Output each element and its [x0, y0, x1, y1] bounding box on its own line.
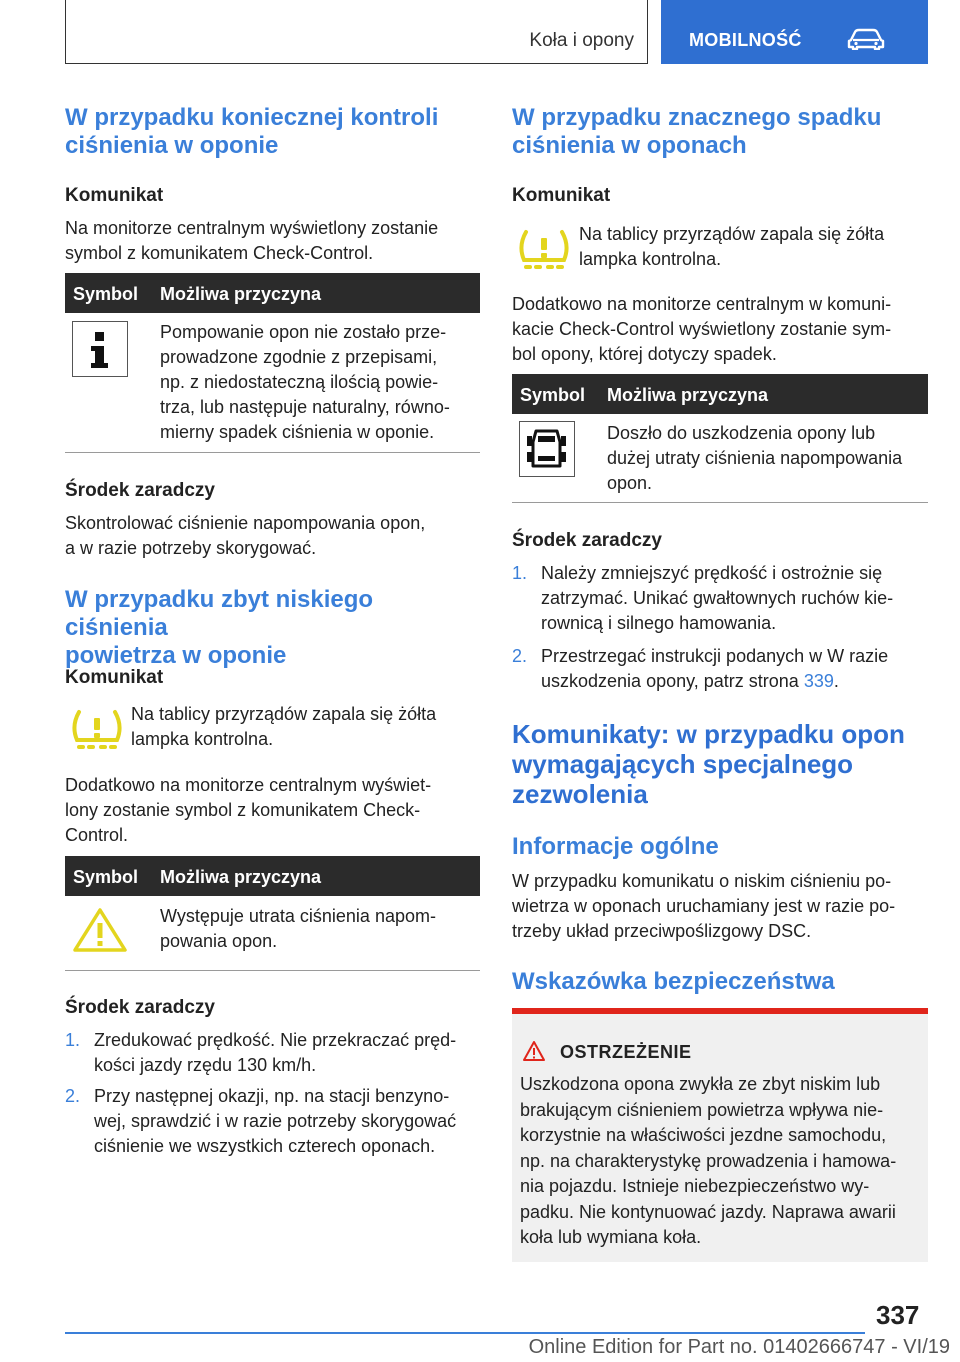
- message-label: Komunikat: [512, 185, 611, 206]
- warning-triangle-icon: [522, 1040, 546, 1062]
- step-text: [541, 644, 888, 694]
- warning-label: OSTRZEŻENIE: [560, 1042, 692, 1062]
- section-title: [65, 104, 438, 160]
- table-header: [65, 856, 480, 896]
- section-title: [512, 104, 881, 160]
- text-line: Uszkodzona opona zwykła ze zbyt niskim lub: [520, 1074, 881, 1094]
- text-line: Przestrzegać instrukcji podanych w W razie: [541, 646, 889, 666]
- text-line: zatrzymać. Unikać gwałtownych ruchów kie-: [541, 588, 894, 608]
- text-line: Występuje utrata ciśnienia napom-: [160, 906, 436, 926]
- text-line: powania opon.: [160, 931, 278, 951]
- text-line: [541, 669, 888, 694]
- remedy-label: Środek zaradczy: [65, 480, 215, 501]
- warning-text: [520, 1072, 922, 1251]
- page-link[interactable]: 339: [803, 671, 834, 691]
- text-line: opon.: [607, 473, 653, 493]
- text-line: np. z niedostateczną ilością powie-: [160, 372, 439, 392]
- step-number: 1.: [65, 1030, 81, 1050]
- title-line: zezwolenia: [512, 779, 648, 809]
- table-bottom-rule: [65, 452, 480, 453]
- text-line: Pompowanie opon nie zostało prze-: [160, 322, 447, 342]
- message-label: Komunikat: [65, 667, 164, 688]
- step-number: 2.: [512, 646, 528, 666]
- car-tire-damage-icon: [519, 421, 575, 477]
- chapter-title: Koła i opony: [529, 30, 634, 51]
- title-line: wymagających specjalnego: [512, 749, 854, 779]
- table-bottom-rule: [65, 970, 480, 971]
- section-label: MOBILNOŚĆ: [689, 30, 802, 50]
- remedy-label: Środek zaradczy: [65, 997, 215, 1018]
- page-header: [65, 0, 928, 64]
- text-line: wej, sprawdzić i w razie potrzeby skorygować: [94, 1111, 457, 1131]
- table-bottom-rule: [512, 502, 928, 503]
- text-line: padku. Nie kontynuować jazdy. Naprawa awarii: [520, 1201, 896, 1222]
- chapter-heading: [512, 719, 905, 809]
- column-header-symbol: Symbol: [520, 385, 586, 405]
- text-line: dużej utraty ciśnienia napompowania: [607, 448, 903, 468]
- column-header-symbol: Symbol: [73, 867, 139, 887]
- text-line: brakującym ciśnieniem powietrza wpływa nie-: [520, 1099, 884, 1120]
- text-line: W przypadku komunikatu o niskim ciśnieniu po-: [512, 871, 892, 891]
- chapter-box: [65, 0, 648, 64]
- remedy-text: [65, 511, 425, 561]
- step-number: 2.: [65, 1086, 81, 1106]
- additional-text: [512, 292, 891, 367]
- general-info-text: [512, 869, 895, 944]
- footer: [0, 1336, 960, 1359]
- title-line: W przypadku znacznego spadku: [512, 104, 882, 131]
- text-line: Dodatkowo na monitorze centralnym w komuni-: [512, 294, 892, 314]
- text-line: Na tablicy przyrządów zapala się żółta: [131, 704, 437, 724]
- title-line: Komunikaty: w przypadku opon: [512, 719, 905, 749]
- column-header-cause: Możliwa przyczyna: [160, 867, 322, 887]
- text-line: nia pojazdu. Istnieje niebezpieczeństwo wy-: [520, 1176, 870, 1196]
- section-title: [65, 586, 480, 670]
- message-label: Komunikat: [65, 185, 164, 206]
- step-number: 1.: [512, 563, 528, 583]
- text-line: trza, lub następuje naturalny, równo-: [160, 397, 450, 417]
- text-line: rownicą i silnego hamowania.: [541, 613, 777, 633]
- text-line: Na monitorze centralnym wyświetlony zostanie: [65, 218, 439, 238]
- page-number: 337: [876, 1300, 920, 1330]
- text-line: Na tablicy przyrządów zapala się żółta: [579, 224, 885, 244]
- lamp-text: [579, 222, 884, 272]
- text-line: prowadzone zgodnie z przepisami,: [160, 347, 438, 367]
- warning-triangle-icon: [72, 907, 128, 953]
- text-line: Skontrolować ciśnienie napompowania opon,: [65, 513, 426, 533]
- text-line: Zredukować prędkość. Nie przekraczać pręd-: [94, 1030, 457, 1050]
- column-header-cause: Możliwa przyczyna: [160, 284, 322, 304]
- title-line: W przypadku zbyt niskiego ciśnienia: [65, 586, 374, 641]
- section-title: Informacje ogólne: [512, 833, 719, 860]
- step-text: [94, 1028, 456, 1078]
- additional-text: [65, 773, 431, 848]
- table-cell-cause: [607, 421, 928, 496]
- title-line: powietrza w oponie: [65, 642, 287, 669]
- text-line: bol opony, której dotyczy spadek.: [512, 344, 777, 364]
- section-tab: [661, 0, 928, 64]
- warning-box: [512, 1008, 928, 1262]
- text-line: lampka kontrolna.: [131, 729, 274, 749]
- text-line: koła lub wymiana koła.: [520, 1227, 702, 1247]
- text-line: lony zostanie symbol z komunikatem Check-: [65, 800, 421, 820]
- text-segment: .: [833, 671, 839, 691]
- column-header-symbol: Symbol: [73, 284, 139, 304]
- text-line: a w razie potrzeby skorygować.: [65, 538, 317, 558]
- text-line: Doszło do uszkodzenia opony lub: [607, 423, 876, 443]
- text-line: Należy zmniejszyć prędkość i ostrożnie się: [541, 563, 883, 583]
- section-title: Wskazówka bezpieczeństwa: [512, 968, 835, 995]
- table-cell-cause: [160, 320, 480, 445]
- text-line: wietrza w oponach uruchamiany jest w razie po-: [512, 896, 896, 916]
- text-line: np. na charakterystykę prowadzenia i hamowa-: [520, 1150, 897, 1171]
- info-icon: [72, 321, 128, 377]
- text-line: kacie Check-Control wyświetlony zostanie sym-: [512, 319, 892, 339]
- column-header-cause: Możliwa przyczyna: [607, 385, 769, 405]
- remedy-label: Środek zaradczy: [512, 530, 662, 551]
- text-segment: uszkodzenia opony, patrz strona: [541, 671, 799, 691]
- text-line: kości jazdy rzędu 130 km/h.: [94, 1055, 317, 1075]
- step-text: [541, 561, 893, 636]
- table-cell-cause: [160, 904, 480, 954]
- message-text: [65, 216, 438, 266]
- text-line: Control.: [65, 825, 129, 845]
- text-line: Dodatkowo na monitorze centralnym wyświet-: [65, 775, 432, 795]
- tire-pressure-warning-icon: [69, 708, 125, 752]
- text-line: lampka kontrolna.: [579, 249, 722, 269]
- title-line: ciśnienia w oponie: [65, 132, 279, 159]
- step-text: [94, 1084, 456, 1159]
- table-header: [65, 273, 480, 313]
- text-line: mierny spadek ciśnienia w oponie.: [160, 422, 435, 442]
- title-line: W przypadku koniecznej kontroli: [65, 104, 439, 131]
- car-icon: [847, 28, 885, 50]
- title-line: ciśnienia w oponach: [512, 132, 747, 159]
- text-line: ciśnienie we wszystkich czterech oponach.: [94, 1136, 436, 1156]
- table-header: [512, 374, 928, 414]
- tire-pressure-warning-icon: [516, 228, 572, 272]
- text-line: korzystnie na właściwości jezdne samochodu,: [520, 1125, 887, 1145]
- text-line: symbol z komunikatem Check-Control.: [65, 243, 374, 263]
- text-line: trzeby układ przeciwpoślizgowy DSC.: [512, 921, 812, 941]
- footer-rule: [65, 1332, 865, 1334]
- lamp-text: [131, 702, 436, 752]
- edition-text: Online Edition for Part no. 01402666747 - VI/19: [528, 1336, 950, 1358]
- text-line: Przy następnej okazji, np. na stacji benzyno-: [94, 1086, 450, 1106]
